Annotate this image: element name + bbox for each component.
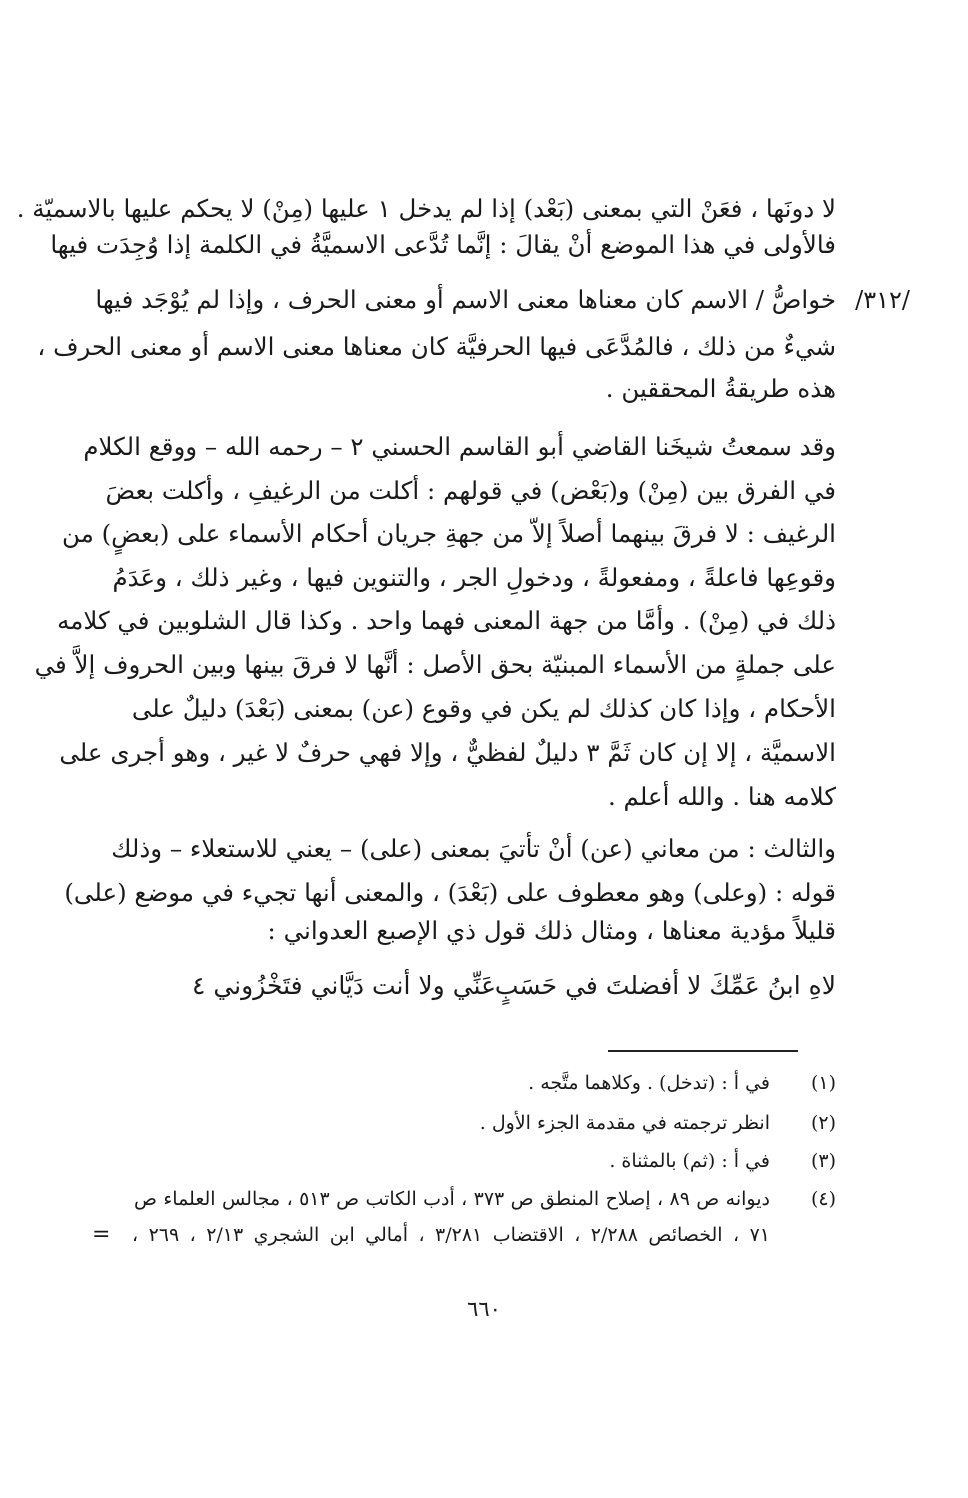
text-line-11: على جملةٍ من الأسماء المبنيّة بحق الأصل : أنَّها لا فرقَ بينها وبين الحروف إلاَّ في bbox=[34, 650, 836, 679]
footnote-text-4: ديوانه ص ٨٩ ، إصلاح المنطق ص ٣٧٣ ، أدب الكاتب ص ٥١٣ ، مجالس العلماء ص bbox=[134, 1188, 770, 1210]
page-number: ٦٦٠ bbox=[467, 1297, 501, 1321]
text-line-6: وقد سمعتُ شيخَنا القاضي أبو القاسم الحسني ٢ – رحمه الله – ووقع الكلام bbox=[83, 432, 836, 461]
text-line-2: فالأولى في هذا الموضع أنْ يقالَ : إنَّما تُدَّعى الاسميَّةُ في الكلمة إذا وُجِدَت فيها bbox=[50, 230, 836, 259]
footnote-number-2: (٢) bbox=[810, 1112, 836, 1134]
footnote-text-2: انظر ترجمته في مقدمة الجزء الأول . bbox=[479, 1112, 770, 1134]
verse-second-hemistich: عَنِّي ولا أنت دَيَّاني فتَخْزُوني ٤ bbox=[191, 971, 496, 1000]
footnote-separator bbox=[608, 1050, 798, 1052]
footnote-number-1: (١) bbox=[810, 1072, 836, 1094]
text-line-15: والثالث : من معاني (عن) أنْ تأتيَ بمعنى (على) – يعني للاستعلاء – وذلك bbox=[111, 834, 836, 863]
footnote-number-4: (٤) bbox=[810, 1188, 836, 1210]
text-line-3: خواصُّ / الاسم كان معناها معنى الاسم أو معنى الحرف ، وإذا لم يُوْجَد فيها bbox=[95, 285, 836, 314]
footnote-text-1: في أ : (تدخل) . وكلاهما متَّجه . bbox=[528, 1072, 770, 1094]
footnote-text-3: في أ : (ثم) بالمثناة . bbox=[609, 1150, 770, 1172]
text-line-5: هذه طريقةُ المحققين . bbox=[605, 374, 836, 403]
continuation-mark: = bbox=[92, 1222, 111, 1247]
text-line-17: قليلاً مؤدية معناها ، ومثال ذلك قول ذي الإصبع العدواني : bbox=[267, 916, 836, 945]
footnote-text-4-continued: ٧١ ، الخصائص ٢/٢٨٨ ، الاقتضاب ٣/٢٨١ ، أمالي ابن الشجري ٢/١٣ ، ٢٦٩ ، bbox=[132, 1224, 770, 1246]
text-line-1: لا دونَها ، فعَنْ التي بمعنى (بَعْد) إذا لم يدخل ١ عليها (مِنْ) لا يحكم عليها بالاسميّة . bbox=[16, 194, 836, 223]
text-line-12: الأحكام ، وإذا كان كذلك لم يكن في وقوع (عن) بمعنى (بَعْدَ) دليلٌ على bbox=[131, 694, 836, 723]
margin-page-reference: /٣١٢/ bbox=[855, 286, 910, 314]
verse-first-hemistich: لاهِ ابنُ عَمِّكَ لا أفضلتَ في حَسَبٍ bbox=[494, 971, 836, 1000]
footnote-number-3: (٣) bbox=[810, 1150, 836, 1172]
text-line-9: وقوعِها فاعلةً ، ومفعولةً ، ودخولِ الجر ، والتنوين فيها ، وغير ذلك ، وعَدَمُ bbox=[112, 563, 836, 592]
text-line-16: قوله : (وعلى) وهو معطوف على (بَعْدَ) ، والمعنى أنها تجيء في موضع (على) bbox=[64, 878, 836, 907]
text-line-14: كلامه هنا . والله أعلم . bbox=[607, 782, 836, 811]
text-line-13: الاسميَّة ، إلا إن كان ثَمَّ ٣ دليلٌ لفظيٌّ ، وإلا فهي حرفٌ لا غير ، وهو أجرى على bbox=[59, 738, 836, 767]
text-line-4: شيءٌ من ذلك ، فالمُدَّعَى فيها الحرفيَّة كان معناها معنى الاسم أو معنى الحرف ، bbox=[37, 332, 836, 361]
text-line-10: ذلك في (مِنْ) . وأمَّا من جهة المعنى فهما واحد . وكذا قال الشلوبين في كلامه bbox=[57, 606, 836, 635]
text-line-8: الرغيف : لا فرقَ بينهما أصلاً إلاّ من جهةِ جريان أحكام الأسماء على (بعضٍ) من bbox=[62, 519, 836, 548]
text-line-7: في الفرق بين (مِنْ) و(بَعْض) في قولهم : أكلت من الرغيفِ ، وأكلت بعضَ bbox=[105, 476, 836, 505]
